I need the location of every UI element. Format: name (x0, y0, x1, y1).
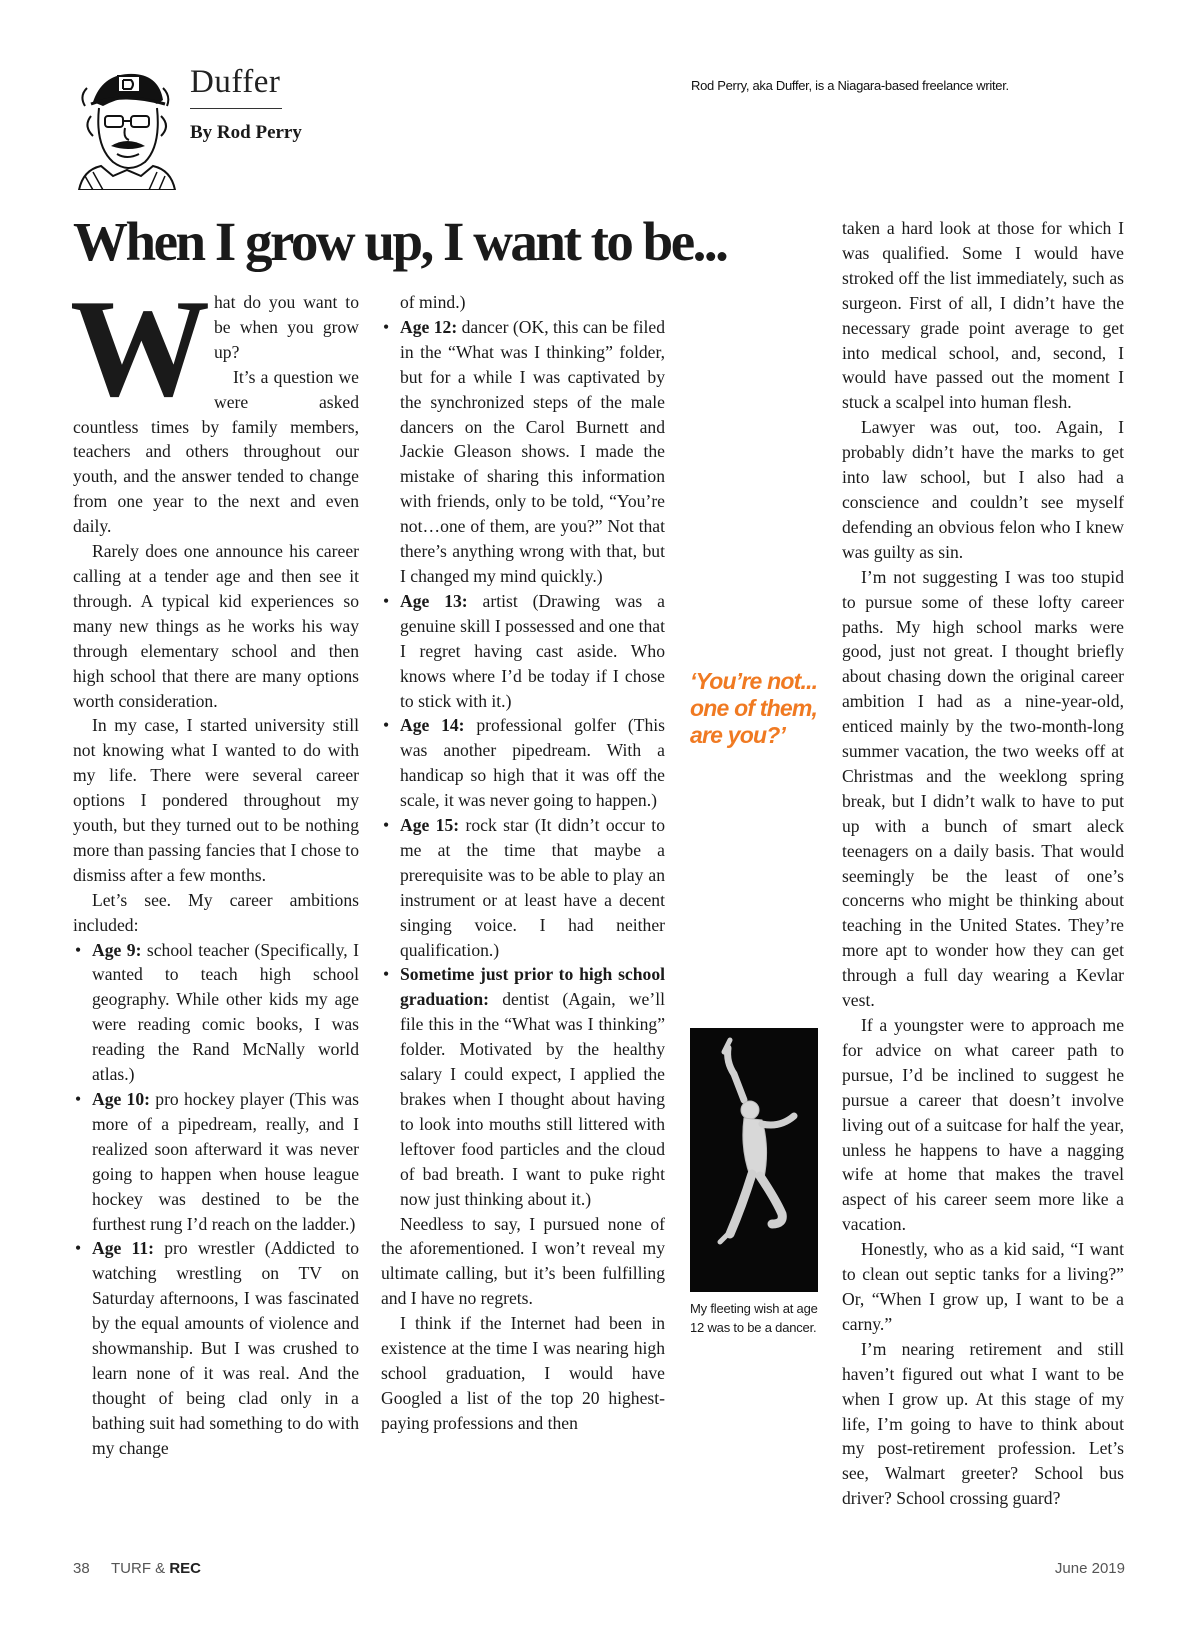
article-column-3 (842, 216, 1124, 1511)
paragraph-text: hat do you want to be when you grow up? (214, 292, 359, 362)
magazine-name (111, 1560, 201, 1577)
column-header (73, 66, 1133, 196)
dancer-photo (690, 1028, 818, 1292)
article-column-2 (381, 290, 665, 1436)
list-item (381, 962, 665, 1211)
paragraph-continuation: taken a hard look at those for which I was qualified. Some I would have stroked off the list immediately, such as surgeon. First of all, I didn’t have the necessary grade point average to get into medical school, and, second, I would have passed out the moment I stuck a scalpel into human flesh. (842, 218, 1124, 413)
magazine-name-part: TURF & (111, 1560, 170, 1577)
list-item-label: Age 12: (400, 316, 458, 337)
list-item (381, 589, 665, 714)
list-item-text: professional golfer (This was another pipedream. With a handicap so high that it was off the scale, it was never going to happen.) (400, 715, 665, 811)
issue-date: June 2019 (1054, 1560, 1125, 1577)
list-item-label: Age 10: (92, 1089, 151, 1109)
career-list (381, 315, 665, 1212)
list-item (381, 813, 665, 962)
list-item (73, 1236, 359, 1460)
magazine-name-bold: REC (169, 1560, 202, 1577)
column-name: Duffer (190, 64, 281, 100)
page-footer (73, 1560, 1125, 1580)
paragraph: Honestly, who as a kid said, “I want to clean out septic tanks for a living?” Or, “When I grow up, I want to be a carny.” (842, 1239, 1124, 1334)
paragraph: Let’s see. My career ambitions included: (73, 889, 359, 935)
list-item-text: school teacher (Specifically, I wanted to teach high school geography. While other kids my age were reading comic books, I was reading the Rand McNally world atlas.) (92, 939, 359, 1085)
paragraph: I’m nearing retirement and still haven’t figured out what I want to be when I grow up. At this stage of my life, I’m going to have to think about my post-retirement profession. Let’s see, Walmart greeter? School bus driver? School crossing guard? (842, 1338, 1124, 1509)
drop-cap: W (70, 271, 204, 426)
list-item-label: Age 13: (400, 590, 468, 611)
list-item (73, 938, 359, 1087)
list-item-label: Age 9: (92, 939, 142, 960)
list-item-label: Age 11: (92, 1238, 155, 1259)
list-item (381, 315, 665, 589)
list-item-text: pro wrestler (Addicted to watching wrestling on TV on Saturday afternoons, I was fascinated by the equal amounts of violence and showmanship. But I was crushed to learn none of it was real. And the thought of being clad only in a bathing suit had something to do with my change (92, 1238, 359, 1458)
list-item-label: Age 15: (400, 815, 460, 836)
list-item-text: artist (Drawing was a genuine skill I possessed and one that I regret having cast aside. Who knows where I’d be today if I chose to stick with it.) (400, 590, 665, 711)
opening-paragraph (70, 271, 359, 426)
photo-caption: My fleeting wish at age 12 was to be a dancer. (690, 1301, 818, 1335)
list-item (73, 1087, 359, 1236)
list-item-label: Sometime just prior to high school graduation: (400, 964, 665, 1010)
paragraph: Rarely does one announce his career calling at a tender age and then see it through. A typical kid experiences so many new things as he works his way through elementary school and then high school that there are many options worth consideration. (73, 541, 359, 711)
author-note: Rod Perry, aka Duffer, is a Niagara-based freelance writer. (691, 78, 1009, 93)
page-number: 38 (73, 1560, 90, 1577)
pull-quote: ‘You’re not... one of them, are you?’ (690, 668, 818, 748)
paragraph: I think if the Internet had been in existence at the time I was nearing high school graduation, I would have Googled a list of the top 20 highest-paying professions and then (381, 1313, 665, 1433)
headline: When I grow up, I want to be... (73, 211, 727, 272)
list-item-label: Age 14: (400, 715, 465, 736)
list-item-text: dentist (Again, we’ll file this in the “What was I thinking” folder. Motivated by the healthy salary I could expect, I applied the brakes when I thought about having to look into mouths still littered with leftover food particles and the cloud of bad breath. I want to puke right now just thinking about it.) (400, 989, 665, 1209)
career-list (73, 938, 359, 1461)
paragraph: It’s a question we were asked countless times by family members, teachers and others throughout our youth, and the answer tended to change from one year to the next and even daily. (73, 366, 359, 537)
list-item-text: rock star (It didn’t occur to me at the time that maybe a prerequisite was to be able to play an instrument or at least have a decent singing voice. I had neither qualification.) (400, 815, 665, 960)
list-item (381, 713, 665, 813)
paragraph: If a youngster were to approach me for advice on what career path to pursue, I’d be inclined to suggest he pursue a career that doesn’t involve living out of a suitcase for half the year, unless he happens to have a nagging wife at home that makes the travel aspect of his career seem more like a vacation. (842, 1015, 1124, 1235)
paragraph: Lawyer was out, too. Again, I probably didn’t have the marks to get into law school, but I also had a conscience and couldn’t see myself defending an obvious felon who I knew was guilty as sin. (842, 417, 1124, 562)
list-item-text: dancer (OK, this can be filed in the “What was I thinking” folder, but for a while I was captivated by the synchronized steps of the male dancers on the Carol Burnett and Jackie Gleason shows. I made the mistake of sharing this information with friends, only to be told, “You’re not…one of them, are you?” Not that there’s anything wrong with that, but I changed my mind quickly.) (400, 316, 665, 586)
paragraph: In my case, I started university still not knowing what I wanted to do with my life. There were several career options I pondered throughout my youth, but they turned out to be nothing more than passing fancies that I chose to dismiss after a few months. (73, 715, 359, 885)
list-continuation: of mind.) (400, 292, 466, 312)
list-item-text: pro hockey player (This was more of a pipedream, really, and I realized soon afterward it was never going to happen when house league hockey was destined to be the furthest rung I’d reach on the ladder.) (92, 1089, 359, 1234)
article-column-1 (70, 271, 359, 1461)
byline: By Rod Perry (190, 122, 302, 143)
paragraph: I’m not suggesting I was too stupid to pursue some of these lofty career paths. My high school marks were good, just not great. I thought briefly about chasing down the original career ambition I had as a nine-year-old, enticed mainly by the two-month-long summer vacation, the two weeks off at Christmas and the weeklong spring break, but I didn’t walk to have to put up with a bunch of smart aleck teenagers on a daily basis. That would seemingly be the least of one’s concerns who might be thinking about teaching in the United States. They’re more apt to wonder how they can get through a full day wearing a Kevlar vest. (842, 566, 1124, 1011)
paragraph: Needless to say, I pursued none of the aforementioned. I won’t reveal my ultimate calling, but it’s been fulfilling and I have no regrets. (381, 1213, 665, 1309)
header-divider (190, 108, 282, 109)
author-caricature (73, 66, 178, 190)
